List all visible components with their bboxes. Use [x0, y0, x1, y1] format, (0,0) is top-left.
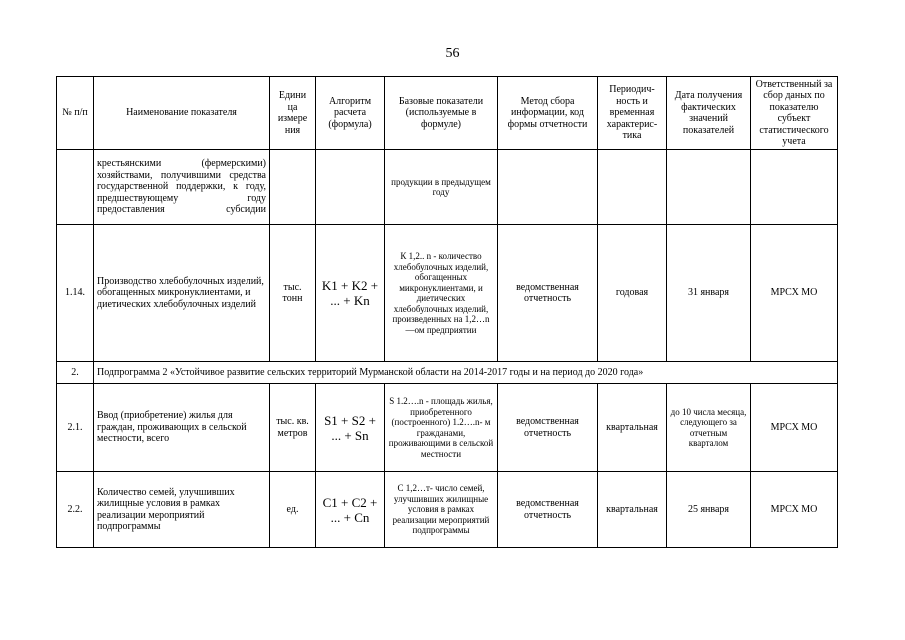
table-row-1-14	[57, 225, 838, 362]
row-period: квартальная	[598, 384, 667, 472]
row-period: годовая	[598, 225, 667, 362]
row-responsible: МРСХ МО	[751, 384, 838, 472]
row-method: ведомственная отчетность	[498, 472, 598, 548]
cont-responsible	[751, 150, 838, 225]
row-unit: ед.	[270, 472, 316, 548]
header-unit: Едини ца измере ния	[270, 77, 316, 150]
row-period: квартальная	[598, 472, 667, 548]
cont-base: продукции в предыдущем году	[385, 150, 498, 225]
row-formula: K1 + K2 + ... + Kn	[316, 225, 385, 362]
cont-period	[598, 150, 667, 225]
table-row-2-2	[57, 472, 838, 548]
row-method: ведомственная отчетность	[498, 225, 598, 362]
cont-unit	[270, 150, 316, 225]
indicators-table	[56, 76, 838, 548]
cont-date	[667, 150, 751, 225]
header-name: Наименование показателя	[94, 77, 270, 150]
row-formula: S1 + S2 + ... + Sn	[316, 384, 385, 472]
row-responsible: МРСХ МО	[751, 472, 838, 548]
row-num: 2.2.	[57, 472, 94, 548]
header-base: Базовые показатели (используемые в формуле)	[385, 77, 498, 150]
row-method: ведомственная отчетность	[498, 384, 598, 472]
row-base: S 1.2….n - площадь жилья, приобретенного (построенного) 1.2….n- м гражданами, проживающими в сельской местности	[385, 384, 498, 472]
cont-num	[57, 150, 94, 225]
section-num: 2.	[57, 362, 94, 384]
row-num: 1.14.	[57, 225, 94, 362]
row-date: 25 января	[667, 472, 751, 548]
header-row	[57, 77, 838, 150]
cont-method	[498, 150, 598, 225]
header-period: Периодич- ность и временная характерис- тика	[598, 77, 667, 150]
header-method: Метод сбора информации, код формы отчетности	[498, 77, 598, 150]
row-unit: тыс. кв. метров	[270, 384, 316, 472]
header-num: № п/п	[57, 77, 94, 150]
header-date: Дата получения фактических значений показателей	[667, 77, 751, 150]
section-title: Подпрограмма 2 «Устойчивое развитие сельских территорий Мурманской области на 2014-2017 годы и на период до 2020 года»	[94, 362, 838, 384]
table-row-2	[57, 362, 838, 384]
row-unit: тыс. тонн	[270, 225, 316, 362]
row-responsible: МРСХ МО	[751, 225, 838, 362]
row-num: 2.1.	[57, 384, 94, 472]
cont-name: крестьянскими (фермерскими) хозяйствами, получившими средства государственной поддержки, к году, предшествующему году предоставления субсидии	[94, 150, 270, 225]
header-responsible: Ответственный за сбор даных по показателю субъект статистического учета	[751, 77, 838, 150]
table-row-2-1	[57, 384, 838, 472]
row-name: Количество семей, улучшивших жилищные условия в рамках реализации мероприятий подпрограммы	[94, 472, 270, 548]
page-number: 56	[445, 46, 460, 61]
row-date: 31 января	[667, 225, 751, 362]
row-name: Производство хлебобулочных изделий, обогащенных микронуклиентами, и диетических хлебобулочных изделий	[94, 225, 270, 362]
header-algorithm: Алгоритм расчета (формула)	[316, 77, 385, 150]
row-formula: C1 + C2 + ... + Cn	[316, 472, 385, 548]
row-base: С 1,2…т- число семей, улучшивших жилищные условия в рамках реализации мероприятий подпрограммы	[385, 472, 498, 548]
row-date: до 10 числа месяца, следующего за отчетным кварталом	[667, 384, 751, 472]
cont-formula	[316, 150, 385, 225]
continuation-row	[57, 150, 838, 225]
row-base: К 1,2.. n - количество хлебобулочных изделий, обогащенных микронуклиентами, и диетических хлебобулочных изделий, произведенных на 1,2…n—ом предприятии	[385, 225, 498, 362]
row-name: Ввод (приобретение) жилья для граждан, проживающих в сельской местности, всего	[94, 384, 270, 472]
